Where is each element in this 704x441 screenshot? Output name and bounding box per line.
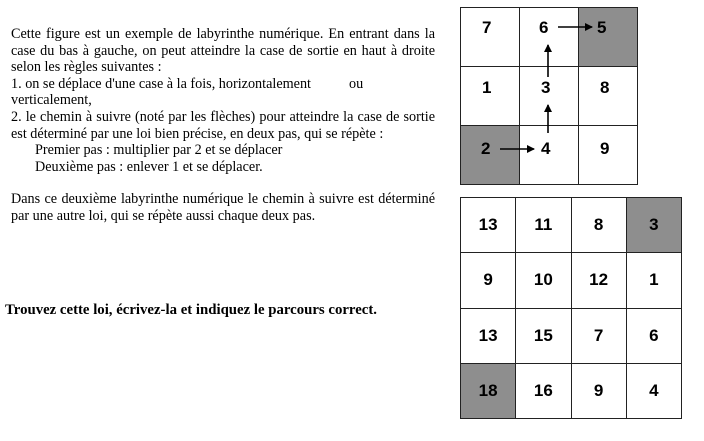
rule-2: 2. le chemin à suivre (noté par les flèches) pour atteindre la case de sortie est déterminé par une loi bien précise, en deux pas, qui se répète :: [11, 108, 435, 142]
puzzle-maze-grid: [460, 197, 682, 419]
example-cell: [520, 67, 578, 125]
rule-1-part-b: ou: [348, 75, 364, 92]
instructions-text: [11, 26, 435, 225]
example-cell-number: 7: [482, 18, 492, 37]
puzzle-cell-number: 7: [593, 325, 604, 345]
example-cell-number: 2: [481, 139, 491, 158]
step-2: Deuxième pas : enlever 1 et se déplacer.: [35, 158, 263, 175]
example-cell: [520, 8, 578, 66]
puzzle-cell-number: 9: [483, 270, 493, 290]
puzzle-cell-number: 9: [593, 380, 604, 400]
intro-paragraph: Cette figure est un exemple de labyrinthe numérique. En entrant dans la case du bas à gauche, on peut atteindre la case de sortie en haut à droite selon les règles suivantes :: [11, 26, 435, 76]
puzzle-cell: [627, 253, 681, 307]
example-cell: [579, 67, 637, 125]
question-text: Trouvez cette loi, écrivez-la et indiquez le parcours correct.: [5, 302, 377, 318]
example-maze-grid: [460, 7, 638, 185]
puzzle-cell: [461, 198, 515, 252]
puzzle-cell: [461, 253, 515, 307]
step-1: Premier pas : multiplier par 2 et se déplacer: [35, 142, 283, 159]
example-cell-number: 1: [482, 78, 492, 97]
example-cell-number: 3: [541, 78, 551, 97]
puzzle-cell: [627, 364, 681, 418]
puzzle-cell: [516, 253, 570, 307]
example-cell: [461, 126, 519, 184]
puzzle-cell: [572, 309, 626, 363]
puzzle-cell: [627, 309, 681, 363]
puzzle-cell-number: 3: [649, 215, 659, 235]
puzzle-cell: [461, 309, 515, 363]
puzzle-cell-number: 6: [649, 325, 659, 345]
puzzle-cell: [627, 198, 681, 252]
example-cell-number: 5: [597, 18, 607, 37]
puzzle-cell: [572, 253, 626, 307]
puzzle-cell: [572, 198, 626, 252]
example-cell: [579, 126, 637, 184]
puzzle-cell-number: 13: [478, 325, 498, 345]
puzzle-cell: [516, 364, 570, 418]
rule-1: [11, 76, 435, 93]
puzzle-cell-number: 18: [478, 380, 498, 400]
puzzle-cell: [461, 364, 515, 418]
puzzle-cell-number: 1: [649, 270, 659, 290]
puzzle-cell: [572, 364, 626, 418]
puzzle-cell-number: 4: [649, 380, 659, 400]
puzzle-cell: [516, 198, 570, 252]
example-cell-number: 4: [541, 139, 551, 158]
second-maze-paragraph: Dans ce deuxième labyrinthe numérique le chemin à suivre est déterminé par une autre loi, qui se répète aussi chaque deux pas.: [11, 191, 435, 224]
example-cell: [461, 8, 519, 66]
puzzle-cell-number: 12: [589, 270, 609, 290]
puzzle-cell-number: 11: [534, 215, 553, 235]
example-cell-number: 8: [600, 78, 610, 97]
puzzle-cell-number: 10: [533, 270, 553, 290]
puzzle-cell-number: 13: [478, 215, 498, 235]
rule-1-part-a: 1. on se déplace d'une case à la fois, horizontalement: [11, 75, 311, 92]
example-cell: [520, 126, 578, 184]
rule-1-continuation: verticalement,: [11, 92, 92, 109]
example-cell: [461, 67, 519, 125]
example-cell-number: 9: [600, 139, 610, 158]
puzzle-cell-number: 16: [533, 380, 553, 400]
example-cell: [579, 8, 637, 66]
puzzle-cell: [516, 309, 570, 363]
puzzle-cell-number: 15: [533, 325, 553, 345]
example-cell-number: 6: [539, 18, 549, 37]
puzzle-cell-number: 8: [593, 215, 604, 235]
